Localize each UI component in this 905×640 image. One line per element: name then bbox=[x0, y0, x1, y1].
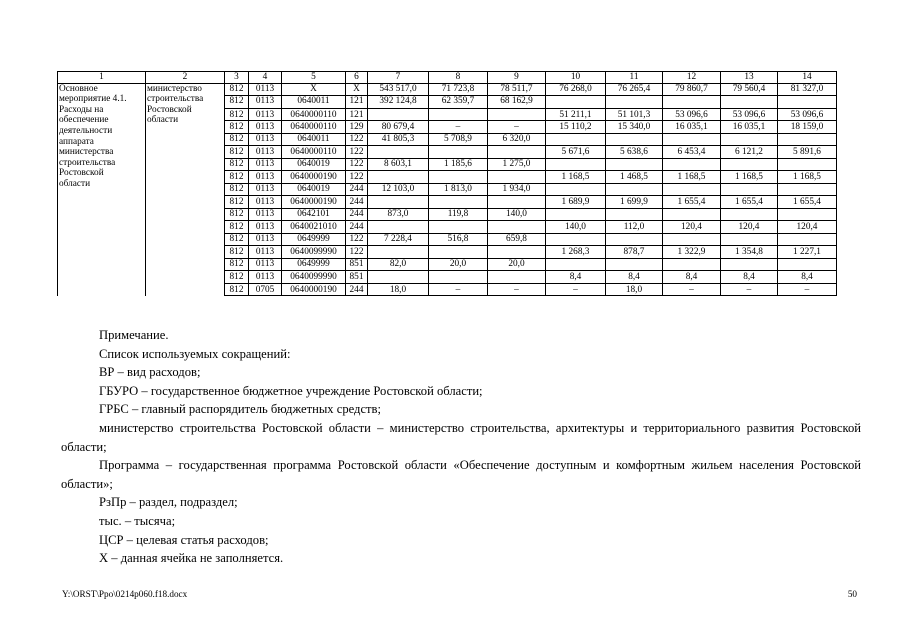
table-cell: 112,0 bbox=[606, 221, 663, 234]
table-cell: 8,4 bbox=[663, 271, 721, 284]
table-cell bbox=[368, 171, 429, 184]
table-cell: 878,7 bbox=[606, 246, 663, 259]
table-cell bbox=[429, 196, 488, 209]
table-cell: 0649999 bbox=[282, 258, 346, 271]
table-cell: 516,8 bbox=[429, 233, 488, 246]
table-cell: 1 689,9 bbox=[546, 196, 606, 209]
header-cell: 13 bbox=[721, 72, 778, 84]
table-cell: 140,0 bbox=[488, 208, 546, 221]
table-cell bbox=[488, 271, 546, 284]
table-cell bbox=[488, 221, 546, 234]
table-cell: 18 159,0 bbox=[778, 121, 837, 134]
table-cell: 18,0 bbox=[606, 283, 663, 296]
table-cell: 51 101,3 bbox=[606, 108, 663, 121]
table-cell: 812 bbox=[225, 83, 249, 96]
table-cell: 1 168,5 bbox=[663, 171, 721, 184]
notes-section bbox=[61, 326, 861, 568]
header-cell: 14 bbox=[778, 72, 837, 84]
table-row bbox=[58, 83, 837, 96]
table-cell: 1 275,0 bbox=[488, 158, 546, 171]
table-cell: 0640000110 bbox=[282, 121, 346, 134]
table-cell: 0705 bbox=[249, 283, 282, 296]
table-cell: 6 121,2 bbox=[721, 146, 778, 159]
table-cell: 812 bbox=[225, 221, 249, 234]
table-cell: 812 bbox=[225, 133, 249, 146]
header-cell: 11 bbox=[606, 72, 663, 84]
table-cell bbox=[663, 208, 721, 221]
table-cell: 812 bbox=[225, 108, 249, 121]
table-cell: 122 bbox=[346, 233, 368, 246]
table-cell: 1 227,1 bbox=[778, 246, 837, 259]
table-cell: 812 bbox=[225, 158, 249, 171]
table-cell bbox=[606, 258, 663, 271]
table-cell bbox=[488, 146, 546, 159]
table-cell bbox=[368, 146, 429, 159]
table-cell bbox=[721, 233, 778, 246]
table-cell: 81 327,0 bbox=[778, 83, 837, 96]
table-cell: 12 103,0 bbox=[368, 183, 429, 196]
table-cell: 53 096,6 bbox=[721, 108, 778, 121]
note-line: РзПр – раздел, подраздел; bbox=[99, 495, 238, 510]
table-cell bbox=[663, 183, 721, 196]
table-cell: 812 bbox=[225, 246, 249, 259]
table-cell: 1 468,5 bbox=[606, 171, 663, 184]
table-cell bbox=[606, 96, 663, 109]
executor-cell: министерство строительства Ростовской области bbox=[146, 83, 225, 296]
table-cell bbox=[368, 246, 429, 259]
table-cell bbox=[546, 133, 606, 146]
table-cell: 0640000110 bbox=[282, 146, 346, 159]
table-cell: 0113 bbox=[249, 196, 282, 209]
table-cell: 812 bbox=[225, 258, 249, 271]
table-cell: 0113 bbox=[249, 83, 282, 96]
table-cell: 7 228,4 bbox=[368, 233, 429, 246]
table-cell bbox=[429, 146, 488, 159]
table-cell bbox=[663, 233, 721, 246]
table-cell bbox=[429, 108, 488, 121]
table-cell: 1 699,9 bbox=[606, 196, 663, 209]
table-cell: 0640011 bbox=[282, 96, 346, 109]
table-cell: 812 bbox=[225, 208, 249, 221]
table-cell: 120,4 bbox=[721, 221, 778, 234]
note-line: ВР – вид расходов; bbox=[99, 365, 201, 380]
table-cell bbox=[546, 96, 606, 109]
table-cell: 873,0 bbox=[368, 208, 429, 221]
table-cell: – bbox=[429, 121, 488, 134]
table-cell: 79 860,7 bbox=[663, 83, 721, 96]
table-cell: 119,8 bbox=[429, 208, 488, 221]
table-cell bbox=[546, 258, 606, 271]
table-cell: 20,0 bbox=[488, 258, 546, 271]
table-cell bbox=[778, 133, 837, 146]
table-cell: 6 453,4 bbox=[663, 146, 721, 159]
table-cell: 0113 bbox=[249, 233, 282, 246]
table-cell: 53 096,6 bbox=[778, 108, 837, 121]
table-cell bbox=[721, 158, 778, 171]
table-cell: 0640099990 bbox=[282, 246, 346, 259]
table-cell bbox=[606, 183, 663, 196]
table-cell: 1 168,5 bbox=[778, 171, 837, 184]
table-cell: 62 359,7 bbox=[429, 96, 488, 109]
table-cell: 20,0 bbox=[429, 258, 488, 271]
table-cell bbox=[546, 208, 606, 221]
table-cell bbox=[606, 158, 663, 171]
table-cell: 0642101 bbox=[282, 208, 346, 221]
table-cell: 76 268,0 bbox=[546, 83, 606, 96]
header-cell: 7 bbox=[368, 72, 429, 84]
table-cell: 1 934,0 bbox=[488, 183, 546, 196]
table-cell bbox=[721, 96, 778, 109]
table-cell: 812 bbox=[225, 233, 249, 246]
table-cell: – bbox=[778, 283, 837, 296]
table-cell: 244 bbox=[346, 221, 368, 234]
note-line: ЦСР – целевая статья расходов; bbox=[99, 532, 269, 547]
table-cell bbox=[663, 96, 721, 109]
table-cell bbox=[429, 246, 488, 259]
table-cell: 122 bbox=[346, 146, 368, 159]
table-cell bbox=[721, 133, 778, 146]
header-cell: 5 bbox=[282, 72, 346, 84]
table-cell: 15 110,2 bbox=[546, 121, 606, 134]
table-cell bbox=[778, 158, 837, 171]
table-cell bbox=[546, 183, 606, 196]
table-header-row bbox=[58, 72, 837, 84]
table-cell: 122 bbox=[346, 158, 368, 171]
table-cell bbox=[778, 208, 837, 221]
table-cell bbox=[488, 108, 546, 121]
table-cell: 5 671,6 bbox=[546, 146, 606, 159]
header-cell: 8 bbox=[429, 72, 488, 84]
table-cell: 0640021010 bbox=[282, 221, 346, 234]
table-cell: 0113 bbox=[249, 96, 282, 109]
table-cell: 392 124,8 bbox=[368, 96, 429, 109]
header-cell: 10 bbox=[546, 72, 606, 84]
table-cell: 0113 bbox=[249, 183, 282, 196]
table-cell: 0113 bbox=[249, 271, 282, 284]
table-cell: 812 bbox=[225, 171, 249, 184]
table-cell: 129 bbox=[346, 121, 368, 134]
table-cell: 0640000190 bbox=[282, 171, 346, 184]
table-cell bbox=[368, 196, 429, 209]
table-cell bbox=[778, 258, 837, 271]
table-cell: 0113 bbox=[249, 171, 282, 184]
table-cell bbox=[606, 133, 663, 146]
table-cell: 41 805,3 bbox=[368, 133, 429, 146]
table-cell: 1 354,8 bbox=[721, 246, 778, 259]
table-cell bbox=[488, 196, 546, 209]
table-cell: 543 517,0 bbox=[368, 83, 429, 96]
activity-description-cell: Основное мероприятие 4.1. Расходы на обеспечение деятельности аппарата министерства строительства Ростовской области bbox=[58, 83, 146, 296]
table-cell: 76 265,4 bbox=[606, 83, 663, 96]
table-cell bbox=[721, 208, 778, 221]
header-cell: 9 bbox=[488, 72, 546, 84]
table-cell bbox=[606, 208, 663, 221]
table-cell: 8,4 bbox=[546, 271, 606, 284]
table-cell: 1 655,4 bbox=[663, 196, 721, 209]
table-cell: 0113 bbox=[249, 221, 282, 234]
header-cell: 12 bbox=[663, 72, 721, 84]
table-cell: 71 723,8 bbox=[429, 83, 488, 96]
table-cell: 5 891,6 bbox=[778, 146, 837, 159]
table-cell bbox=[721, 258, 778, 271]
table-cell bbox=[663, 258, 721, 271]
table-cell: 122 bbox=[346, 171, 368, 184]
table-cell: 0113 bbox=[249, 146, 282, 159]
table-cell bbox=[546, 233, 606, 246]
table-cell: 0113 bbox=[249, 246, 282, 259]
header-cell: 4 bbox=[249, 72, 282, 84]
table-cell: 8 603,1 bbox=[368, 158, 429, 171]
note-line: тыс. – тысяча; bbox=[99, 513, 176, 528]
table-cell: 812 bbox=[225, 121, 249, 134]
table-cell: – bbox=[429, 283, 488, 296]
table-cell: 0113 bbox=[249, 208, 282, 221]
table-cell: 0640000190 bbox=[282, 283, 346, 296]
table-cell bbox=[778, 233, 837, 246]
notes-title: Примечание. bbox=[99, 328, 169, 342]
table-cell bbox=[368, 271, 429, 284]
header-cell: 6 bbox=[346, 72, 368, 84]
table-cell bbox=[368, 108, 429, 121]
table-cell: – bbox=[546, 283, 606, 296]
table-cell: 1 655,4 bbox=[778, 196, 837, 209]
table-cell bbox=[778, 183, 837, 196]
table-cell: 0113 bbox=[249, 258, 282, 271]
note-line: ГБУРО – государственное бюджетное учреждение Ростовской области; bbox=[99, 383, 483, 398]
table-cell: 244 bbox=[346, 283, 368, 296]
table-cell: 80 679,4 bbox=[368, 121, 429, 134]
table-cell: 8,4 bbox=[721, 271, 778, 284]
table-cell: 5 708,9 bbox=[429, 133, 488, 146]
table-cell: 659,8 bbox=[488, 233, 546, 246]
table-cell: 0113 bbox=[249, 121, 282, 134]
table-cell: 140,0 bbox=[546, 221, 606, 234]
table-cell bbox=[488, 171, 546, 184]
table-cell: – bbox=[488, 283, 546, 296]
table-cell: 1 655,4 bbox=[721, 196, 778, 209]
table-cell bbox=[606, 233, 663, 246]
table-cell: – bbox=[663, 283, 721, 296]
table-cell: X bbox=[282, 83, 346, 96]
table-cell: 120,4 bbox=[778, 221, 837, 234]
table-cell: 1 168,5 bbox=[721, 171, 778, 184]
table-cell: 0640011 bbox=[282, 133, 346, 146]
table-cell: 0640019 bbox=[282, 158, 346, 171]
header-cell: 2 bbox=[146, 72, 225, 84]
table-cell: 16 035,1 bbox=[721, 121, 778, 134]
note-line: ГРБС – главный распорядитель бюджетных средств; bbox=[99, 402, 381, 417]
header-cell: 3 bbox=[225, 72, 249, 84]
table-cell: 851 bbox=[346, 258, 368, 271]
table-cell bbox=[663, 158, 721, 171]
table-cell bbox=[721, 183, 778, 196]
table-cell bbox=[546, 158, 606, 171]
page-number: 50 bbox=[847, 589, 857, 599]
table-cell: 0113 bbox=[249, 158, 282, 171]
table-cell: 0640019 bbox=[282, 183, 346, 196]
table-cell bbox=[663, 133, 721, 146]
table-cell: 244 bbox=[346, 183, 368, 196]
table-cell: 8,4 bbox=[778, 271, 837, 284]
header-cell: 1 bbox=[58, 72, 146, 84]
table-cell: 122 bbox=[346, 133, 368, 146]
footer-file-path: Y:\ORST\Ppo\0214p060.f18.docx bbox=[62, 589, 188, 599]
table-cell: 78 511,7 bbox=[488, 83, 546, 96]
note-line: Программа – государственная программа Ростовской области «Обеспечение доступным и комфортным жильем населения Ростовской области»; bbox=[61, 458, 861, 491]
table-cell: 120,4 bbox=[663, 221, 721, 234]
table-cell: 812 bbox=[225, 271, 249, 284]
table-cell: – bbox=[721, 283, 778, 296]
table-cell: 851 bbox=[346, 271, 368, 284]
table-cell: 0640099990 bbox=[282, 271, 346, 284]
table-cell: 15 340,0 bbox=[606, 121, 663, 134]
table-cell: 0649999 bbox=[282, 233, 346, 246]
note-line: Список используемых сокращений: bbox=[99, 346, 291, 361]
table-cell: 812 bbox=[225, 96, 249, 109]
table-cell: 18,0 bbox=[368, 283, 429, 296]
table-cell: 0113 bbox=[249, 108, 282, 121]
table-cell: 68 162,9 bbox=[488, 96, 546, 109]
table-cell: 812 bbox=[225, 183, 249, 196]
table-cell bbox=[488, 246, 546, 259]
table-cell: 1 168,5 bbox=[546, 171, 606, 184]
table-cell bbox=[778, 96, 837, 109]
table-cell bbox=[368, 221, 429, 234]
table-cell: 812 bbox=[225, 283, 249, 296]
table-cell: 1 268,3 bbox=[546, 246, 606, 259]
table-cell: 8,4 bbox=[606, 271, 663, 284]
table-cell: 16 035,1 bbox=[663, 121, 721, 134]
note-line: министерство строительства Ростовской области – министерство строительства, архитектуры и территориального развития Ростовской области; bbox=[61, 420, 861, 454]
table-cell: 1 185,6 bbox=[429, 158, 488, 171]
table-cell: 5 638,6 bbox=[606, 146, 663, 159]
table-cell: 6 320,0 bbox=[488, 133, 546, 146]
table-cell: 1 813,0 bbox=[429, 183, 488, 196]
budget-table bbox=[57, 71, 837, 296]
table-cell: 53 096,6 bbox=[663, 108, 721, 121]
table-cell: 82,0 bbox=[368, 258, 429, 271]
table-cell: 812 bbox=[225, 146, 249, 159]
table-cell bbox=[429, 271, 488, 284]
table-cell: 244 bbox=[346, 196, 368, 209]
table-cell: X bbox=[346, 83, 368, 96]
table-cell: 122 bbox=[346, 246, 368, 259]
table-cell: 121 bbox=[346, 108, 368, 121]
table-cell bbox=[429, 171, 488, 184]
table-cell: 812 bbox=[225, 196, 249, 209]
table-cell: 121 bbox=[346, 96, 368, 109]
table-cell: 79 560,4 bbox=[721, 83, 778, 96]
table-cell: 0640000190 bbox=[282, 196, 346, 209]
table-cell: 51 211,1 bbox=[546, 108, 606, 121]
table-cell: 1 322,9 bbox=[663, 246, 721, 259]
note-line: Х – данная ячейка не заполняется. bbox=[99, 551, 284, 566]
table-cell bbox=[429, 221, 488, 234]
table-cell: 0640000110 bbox=[282, 108, 346, 121]
table-cell: 244 bbox=[346, 208, 368, 221]
table-cell: 0113 bbox=[249, 133, 282, 146]
table-cell: – bbox=[488, 121, 546, 134]
